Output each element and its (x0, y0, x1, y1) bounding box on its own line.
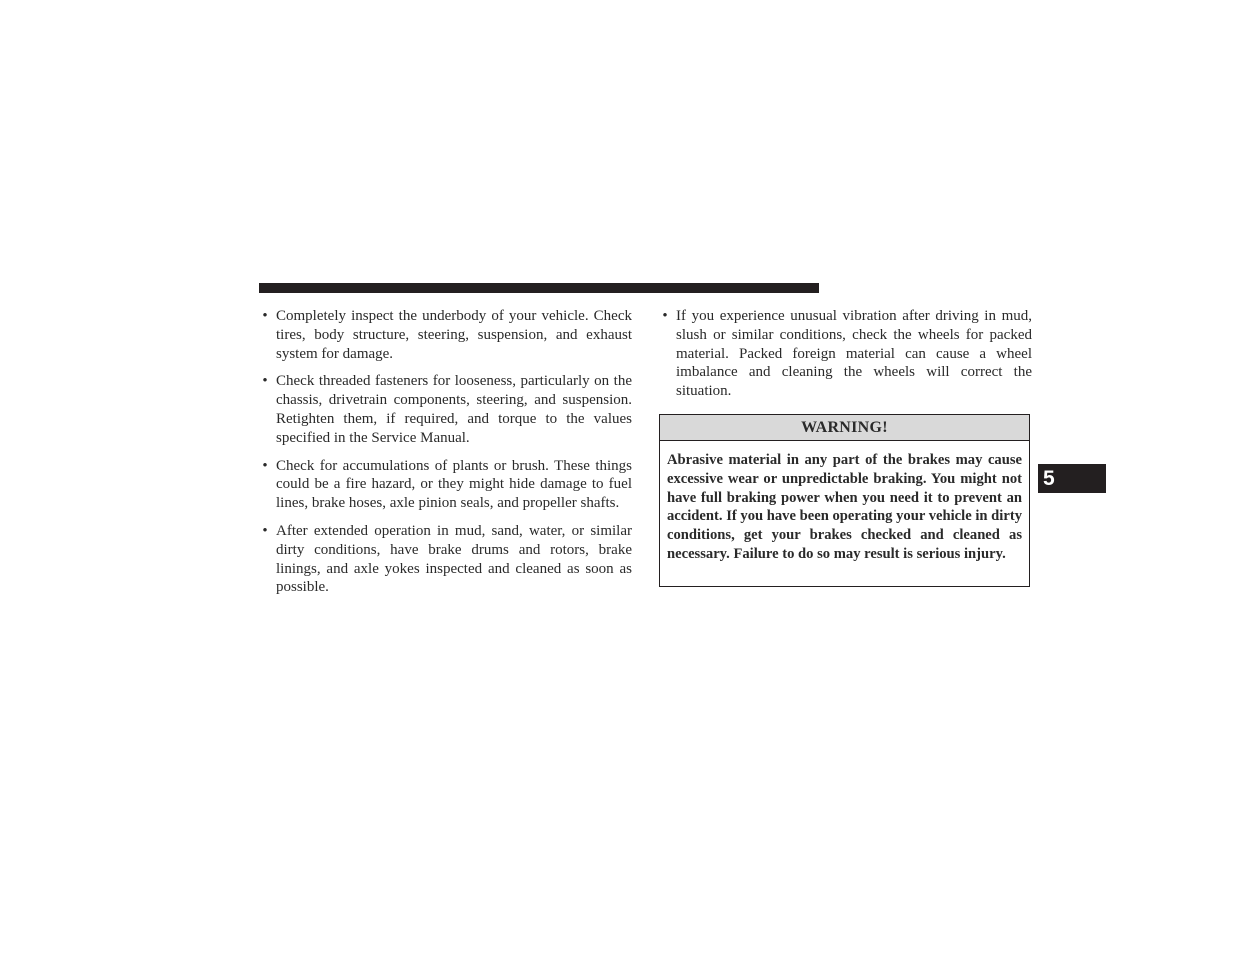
right-text-column (659, 307, 1032, 410)
list-item-text: Completely inspect the underbody of your vehicle. Check tires, body structure, steering, suspension, and exhaust system for damage. (276, 308, 632, 362)
warning-box (659, 414, 1030, 587)
chapter-tab (1038, 464, 1106, 493)
bullet-icon: • (262, 522, 268, 539)
list-item (659, 307, 1032, 401)
section-header-rule (259, 283, 819, 293)
list-item (259, 457, 632, 513)
warning-title: WARNING! (660, 415, 1029, 441)
bullet-icon: • (262, 457, 268, 474)
list-item (259, 522, 632, 597)
list-item (259, 307, 632, 363)
bullet-icon: • (262, 308, 268, 324)
list-item (259, 372, 632, 447)
list-item-text: If you experience unusual vibration after driving in mud, slush or similar conditions, check the wheels for packed material. Packed foreign material can cause a wheel imbalance and cleaning the wheels will correct the situation. (676, 308, 1032, 400)
list-item-text: Check threaded fasteners for looseness, particularly on the chassis, drivetrain components, steering, and suspension. Retighten them, if required, and torque to the values specified in the Service Manual. (276, 373, 632, 446)
chapter-number: 5 (1043, 467, 1055, 490)
left-text-column (259, 307, 632, 606)
bullet-icon: • (662, 308, 668, 324)
list-item-text: After extended operation in mud, sand, water, or similar dirty conditions, have brake drums and rotors, brake linings, and axle yokes inspected and cleaned as soon as possible. (276, 522, 632, 596)
list-item-text: Check for accumulations of plants or brush. These things could be a fire hazard, or they might hide damage to fuel lines, brake hoses, axle pinion seals, and propeller shafts. (276, 457, 632, 512)
bullet-icon: • (262, 373, 268, 390)
warning-text: Abrasive material in any part of the brakes may cause excessive wear or unpredictable braking. You might not have full braking power when you need it to prevent an accident. If you have been operating your vehicle in dirty conditions, get your brakes checked and cleaned as necessary. Failure to do so may result is serious injury. (667, 452, 1022, 562)
